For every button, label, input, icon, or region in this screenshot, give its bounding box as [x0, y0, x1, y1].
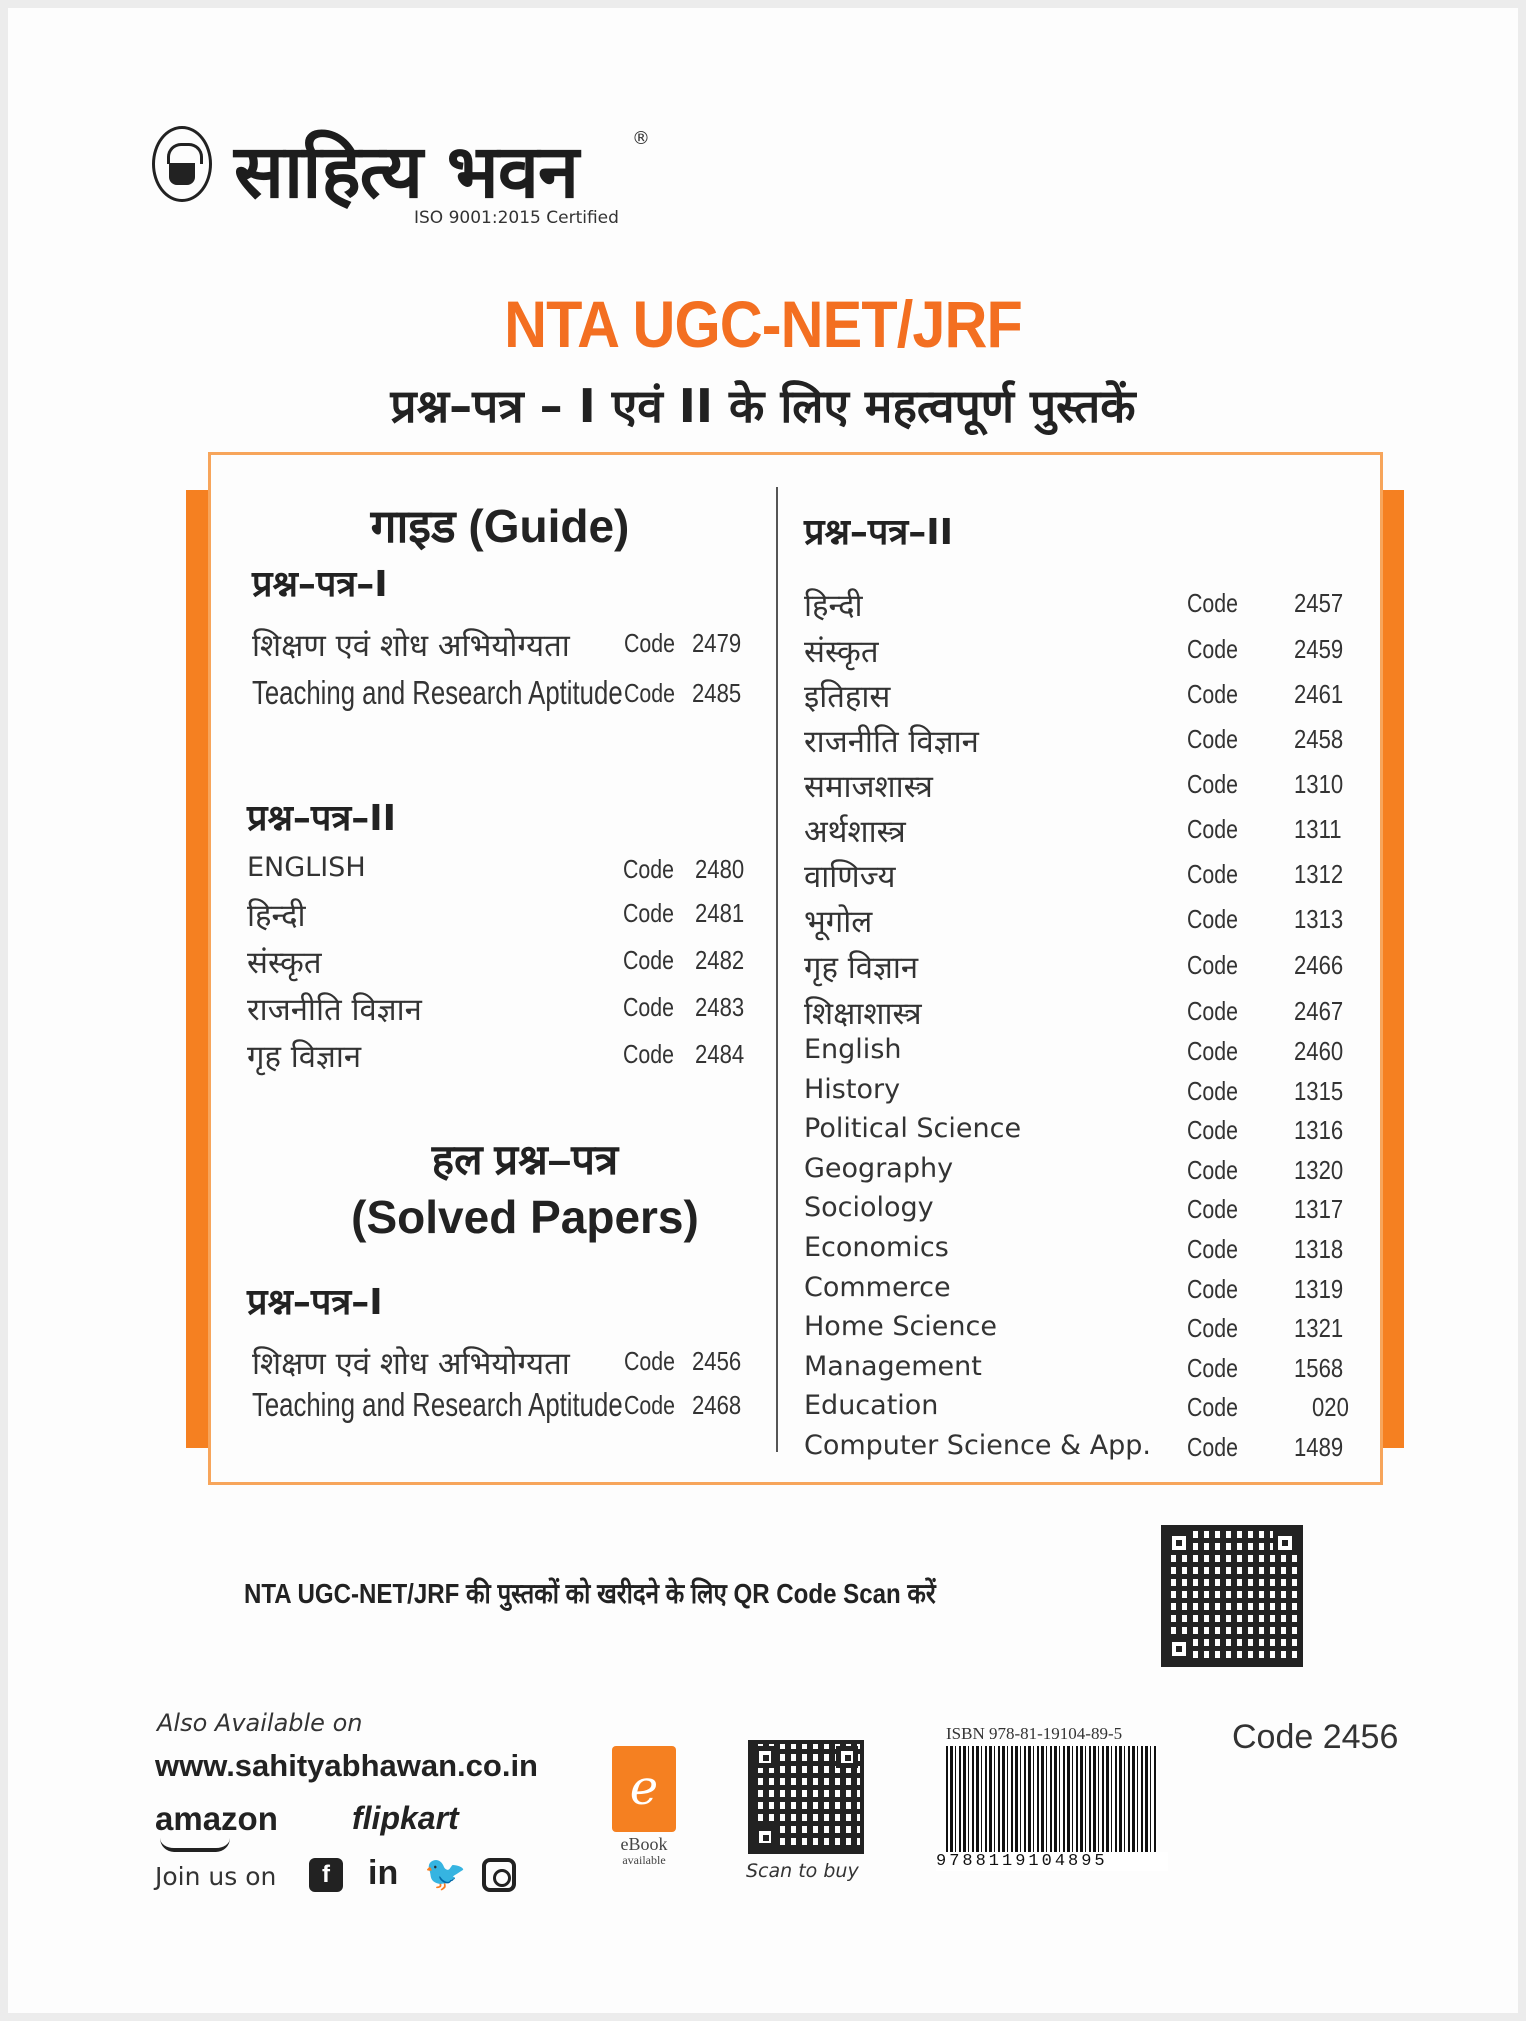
code-value: 2466	[1294, 950, 1344, 980]
facebook-icon[interactable]: f	[309, 1858, 343, 1892]
code-label: Code	[624, 1346, 675, 1376]
code-label: Code	[623, 1039, 674, 1069]
code-label: Code	[623, 898, 674, 928]
item-name: भूगोल	[804, 904, 873, 940]
code-label: Code	[1187, 1273, 1238, 1304]
qr-finder	[1167, 1637, 1191, 1661]
item-name: Sociology	[804, 1192, 934, 1224]
left-accent-bar	[186, 490, 210, 1448]
item-name: शिक्षाशास्त्र	[804, 996, 922, 1032]
code-label: Code	[1187, 904, 1238, 934]
item-name: शिक्षण एवं शोध अभियोग्यता	[252, 1346, 570, 1382]
linkedin-icon[interactable]: in	[368, 1854, 399, 1892]
code-value: 1312	[1294, 859, 1344, 889]
ebook-icon[interactable]: e	[612, 1746, 676, 1832]
page-title: NTA UGC-NET/JRF	[504, 287, 1022, 361]
code-value: 1310	[1294, 769, 1344, 799]
iso-certification: ISO 9001:2015 Certified	[414, 208, 619, 228]
code-label: Code	[623, 945, 674, 975]
qr-finder	[1273, 1531, 1297, 1555]
item-name: Teaching and Research Aptitude	[252, 674, 623, 711]
page-subtitle: प्रश्न–पत्र – I एवं II के लिए महत्वपूर्ण पुस्तकें	[390, 379, 1136, 433]
code-value: 2482	[695, 945, 745, 975]
item-name: Management	[804, 1350, 982, 1382]
item-name: संस्कृत	[804, 634, 879, 670]
paper2-heading: प्रश्न–पत्र–II	[804, 512, 954, 553]
right-accent-bar	[1380, 490, 1404, 1448]
amazon-smile-icon	[160, 1838, 230, 1852]
code-value: 2458	[1294, 724, 1344, 754]
code-label: Code	[623, 854, 674, 884]
item-name: राजनीति विज्ञान	[247, 992, 422, 1028]
item-name: इतिहास	[804, 679, 891, 715]
column-divider	[776, 487, 778, 1452]
guide-title: गाइड (Guide)	[370, 500, 630, 552]
code-value: 1311	[1294, 814, 1342, 844]
scan-to-buy-label: Scan to buy	[746, 1860, 859, 1882]
item-name: English	[804, 1034, 902, 1065]
guide-paper1-heading: प्रश्न–पत्र–I	[252, 564, 388, 605]
code-label: Code	[1187, 814, 1238, 844]
code-label: Code	[1187, 1075, 1238, 1106]
isbn-barcode	[946, 1746, 1158, 1864]
code-label: Code	[1187, 1392, 1238, 1423]
item-name: राजनीति विज्ञान	[804, 724, 979, 760]
ebook-label	[606, 1836, 682, 1868]
code-label: Code	[624, 1390, 675, 1420]
code-label: Code	[1187, 1036, 1238, 1066]
instagram-icon[interactable]	[482, 1858, 516, 1892]
code-label: Code	[624, 628, 675, 658]
code-value: 2468	[692, 1390, 742, 1420]
item-name: संस्कृत	[247, 945, 322, 981]
qr-finder	[754, 1826, 776, 1848]
item-name: Teaching and Research Aptitude	[252, 1386, 623, 1423]
item-name: Geography	[804, 1152, 954, 1184]
code-label: Code	[1187, 634, 1238, 664]
code-value: 2461	[1294, 679, 1344, 709]
code-value: 1315	[1294, 1075, 1344, 1106]
qr-finder	[754, 1746, 776, 1768]
code-value: 1319	[1294, 1273, 1344, 1304]
code-label: Code	[1187, 1313, 1238, 1344]
amazon-logo[interactable]: amazon	[155, 1800, 278, 1837]
registered-mark: ®	[632, 128, 650, 149]
solved-paper1-heading: प्रश्न–पत्र–I	[247, 1282, 383, 1323]
code-label: Code	[1187, 859, 1238, 889]
code-value: 1320	[1294, 1154, 1344, 1185]
item-name: ENGLISH	[247, 852, 366, 883]
item-name: शिक्षण एवं शोध अभियोग्यता	[252, 628, 570, 664]
item-name: Education	[804, 1390, 939, 1422]
ebook-sublabel: available	[622, 1853, 666, 1867]
code-label: Code	[1187, 950, 1238, 980]
qr-finder	[836, 1746, 858, 1768]
twitter-icon[interactable]: 🐦	[424, 1854, 467, 1894]
code-label: Code	[1187, 1234, 1238, 1264]
code-label: Code	[1187, 724, 1238, 754]
code-value: 2456	[692, 1346, 742, 1376]
item-name: गृह विज्ञान	[247, 1039, 362, 1075]
code-value: 2484	[695, 1039, 745, 1069]
code-value: 020	[1312, 1392, 1349, 1423]
item-name: Political Science	[804, 1113, 1022, 1145]
code-value: 1317	[1294, 1194, 1344, 1225]
flipkart-logo[interactable]: flipkart	[352, 1800, 459, 1836]
guide-paper2-heading: प्रश्न–पत्र–II	[247, 798, 397, 839]
code-value: 1568	[1294, 1352, 1344, 1383]
item-name: वाणिज्य	[804, 859, 896, 895]
qr-finder	[1167, 1531, 1191, 1555]
code-label: Code	[1187, 588, 1238, 618]
website-link[interactable]: www.sahityabhawan.co.in	[155, 1748, 538, 1783]
item-name: History	[804, 1073, 901, 1105]
book-code: Code 2456	[1232, 1718, 1399, 1756]
item-name: Computer Science & App.	[804, 1430, 1152, 1461]
qr-instruction	[244, 1574, 1048, 1612]
publisher-logo: साहित्य भवन	[234, 129, 579, 215]
code-value: 1316	[1294, 1115, 1344, 1146]
code-label: Code	[1187, 1432, 1238, 1462]
code-value: 1321	[1294, 1313, 1344, 1344]
barcode-number: 9788119104895	[936, 1852, 1168, 1871]
code-value: 1313	[1294, 904, 1344, 934]
code-label: Code	[1187, 1352, 1238, 1383]
item-name: हिन्दी	[804, 588, 863, 624]
code-value: 2467	[1294, 996, 1344, 1026]
solved-title-hindi: हल प्रश्न–पत्र	[431, 1136, 619, 1183]
code-label: Code	[624, 678, 675, 708]
item-name: अर्थशास्त्र	[804, 814, 906, 850]
code-label: Code	[1187, 996, 1238, 1026]
code-label: Code	[1187, 1154, 1238, 1185]
code-label: Code	[623, 992, 674, 1022]
qr-instruction-text: NTA UGC-NET/JRF की पुस्तकों को खरीदने के लिए QR Code Scan करें	[244, 1578, 936, 1609]
item-name: Economics	[804, 1232, 949, 1263]
code-value: 2457	[1294, 588, 1344, 618]
code-label: Code	[1187, 1194, 1238, 1225]
join-us-label: Join us on	[155, 1862, 277, 1891]
item-name: गृह विज्ञान	[804, 950, 919, 986]
code-value: 2460	[1294, 1036, 1344, 1066]
item-name: Commerce	[804, 1271, 951, 1303]
code-value: 2481	[695, 898, 745, 928]
code-value: 2479	[692, 628, 742, 658]
also-available-label: Also Available on	[157, 1709, 363, 1737]
solved-title-english: (Solved Papers)	[351, 1191, 699, 1243]
code-value: 1318	[1294, 1234, 1344, 1264]
code-label: Code	[1187, 679, 1238, 709]
code-value: 2480	[695, 854, 745, 884]
code-label: Code	[1187, 1115, 1238, 1146]
code-value: 2459	[1294, 634, 1344, 664]
code-value: 2483	[695, 992, 745, 1022]
isbn-label: ISBN 978-81-19104-89-5	[946, 1724, 1123, 1743]
scan-to-buy-qr-code[interactable]	[748, 1740, 864, 1854]
item-name: Home Science	[804, 1311, 997, 1343]
code-value: 2485	[692, 678, 742, 708]
item-name: हिन्दी	[247, 898, 306, 934]
publisher-emblem-icon	[152, 126, 212, 202]
ebook-label-text: eBook	[620, 1834, 668, 1854]
purchase-qr-code[interactable]	[1161, 1525, 1303, 1667]
code-label: Code	[1187, 769, 1238, 799]
item-name: समाजशास्त्र	[804, 769, 933, 805]
code-value: 1489	[1294, 1432, 1344, 1462]
